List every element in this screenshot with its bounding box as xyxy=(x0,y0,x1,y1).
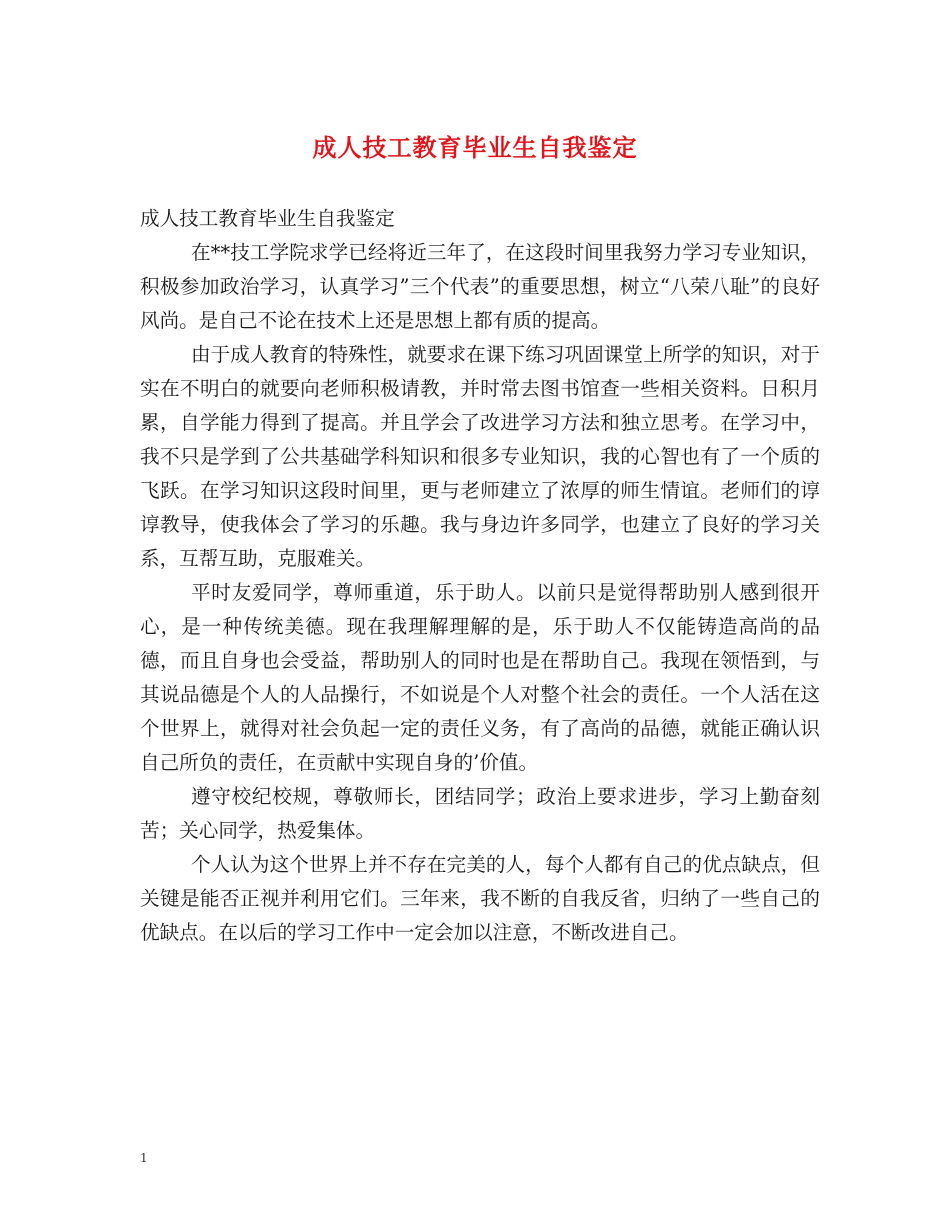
paragraph-2: 由于成人教育的特殊性，就要求在课下练习巩固课堂上所学的知识，对于实在不明白的就要向老师积极请教，并时常去图书馆查一些相关资料。日积月累，自学能力得到了提高。并且学会了改进学习方法和独立思考。在学习中，我不只是学到了公共基础学科知识和很多专业知识，我的心智也有了一个质的飞跃。在学习知识这段时间里，更与老师建立了浓厚的师生情谊。老师们的谆谆教导，使我体会了学习的乐趣。我与身边许多同学，也建立了良好的学习关系，互帮互助，克服难关。 xyxy=(140,343,820,570)
page-number: 1 xyxy=(140,1151,148,1165)
paragraph-5: 个人认为这个世界上并不存在完美的人，每个人都有自己的优点缺点，但关键是能否正视并利用它们。三年来，我不断的自我反省，归纳了一些自己的优缺点。在以后的学习工作中一定会加以注意，不断改进自己。 xyxy=(140,853,820,944)
document-title: 成人技工教育毕业生自我鉴定 xyxy=(312,133,638,162)
paragraph-1: 在**技工学院求学已经将近三年了，在这段时间里我努力学习专业知识，积极参加政治学习，认真学习”三个代表”的重要思想，树立“八荣八耻”的良好风尚。是自己不论在技术上还是思想上都有质的提高。 xyxy=(140,241,820,332)
paragraph-3: 平时友爱同学，尊师重道，乐于助人。以前只是觉得帮助别人感到很开心，是一种传统美德。现在我理解理解的是，乐于助人不仅能铸造高尚的品德，而且自身也会受益，帮助别人的同时也是在帮助自己。我现在领悟到，与其说品德是个人的人品操行，不如说是个人对整个社会的责任。一个人活在这个世界上，就得对社会负起一定的责任义务，有了高尚的品德，就能正确认识自己所负的责任，在贡献中实现自身的’价值。 xyxy=(140,581,820,774)
document-body xyxy=(140,202,820,950)
document-subtitle: 成人技工教育毕业生自我鉴定 xyxy=(140,207,395,230)
paragraph-4: 遵守校纪校规，尊敬师长，团结同学；政治上要求进步，学习上勤奋刻苦；关心同学，热爱集体。 xyxy=(140,785,820,842)
